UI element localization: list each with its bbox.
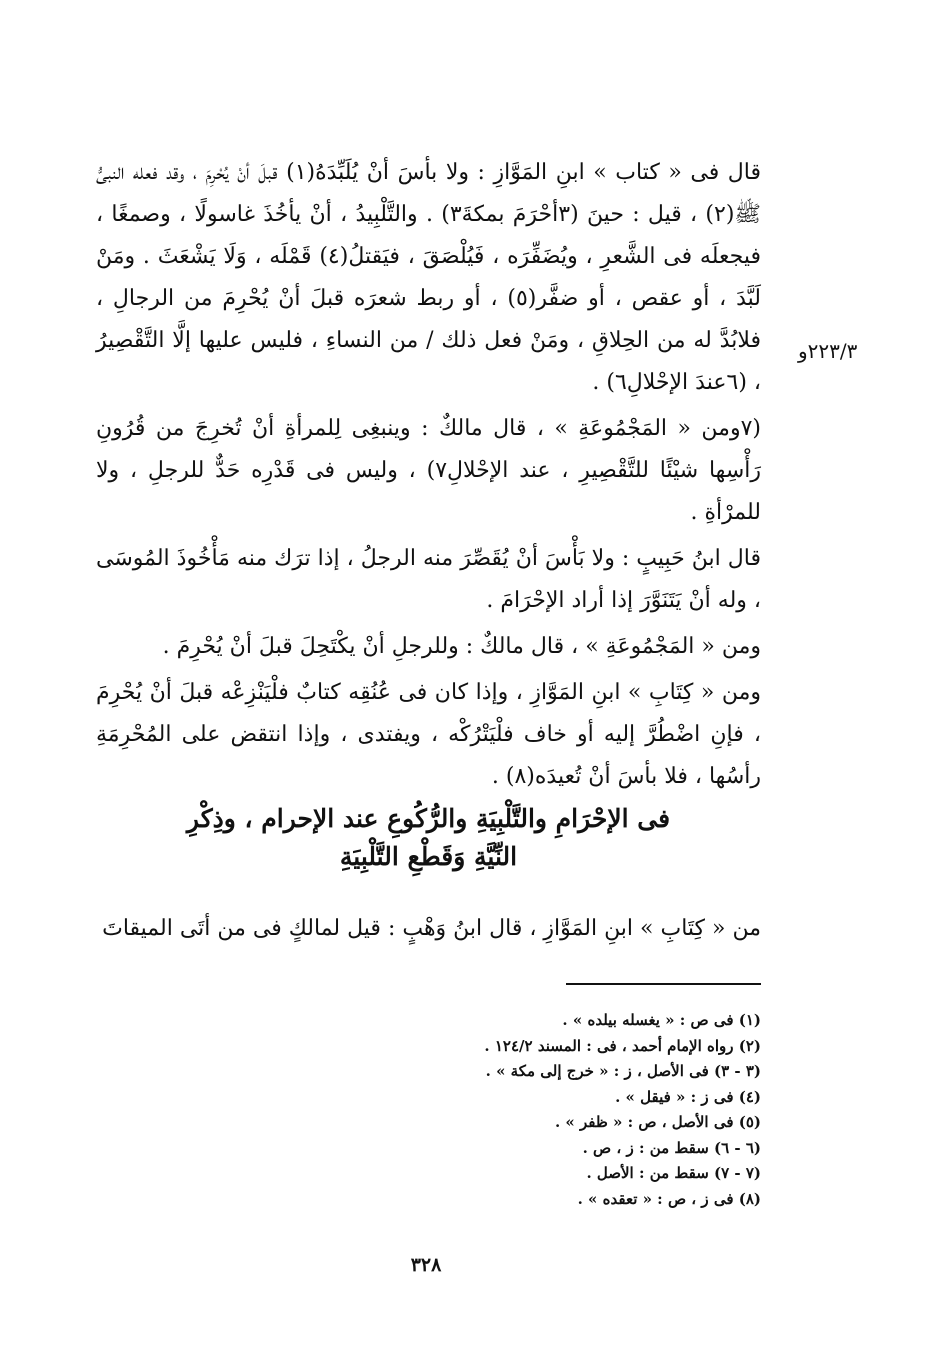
page-number: ٣٢٨ [410,1254,442,1276]
paragraph-majmua-kohl: ومن « المَجْمُوعَةِ » ، قال مالكٌ : وللرجلِ أنْ يكْتَحِلَ قبلَ أنْ يُحْرِمَ . [162,634,761,659]
section-heading-line-1: فى الإحْرَامِ والتَّلْبِيَةِ والرُّكُوعِ عند الإحرام ، وذِكْرِ [186,804,671,833]
footnote-8: (٨) فى ز ، ص : « تعقده » . [577,1189,761,1208]
section-heading-line-2: النِّيَّةِ وَقَطْعِ التَّلْبِيَةِ [339,842,518,871]
main-text [96,152,761,798]
footnote-1: (١) فى ص : « يغسله بيلده » . [562,1011,761,1029]
footnote-7: (٧ - ٧) سقط من : الأصل . [586,1164,761,1182]
manuscript-folio-reference: ٢٢٣/٣و [798,339,858,363]
footnote-6: (٦ - ٦) سقط من : ز ، ص . [582,1138,761,1157]
section-opening-line: من « كِتَابِ » ابنِ المَوَّازِ ، قال ابنُ وَهْبٍ : قيل لمالكٍ فى من أتَى الميقاتَ [102,916,761,941]
footnotes [300,1008,761,1212]
footnote-5: (٥) فى الأصل ، ص : « ظفر » . [554,1113,761,1131]
footnote-4: (٤) فى ز : « فيقل » . [615,1087,761,1106]
paragraph-kitab-amulet: ومن « كِتَابِ » ابنِ المَوَّازِ ، وإذا كان فى عُنُقِه كتابٌ فلْيَنْزِعْه قبلَ أنْ يُحْرِمَ ، فإنِ اضْطُرَّ إليه أو خاف فلْيَتْرُكْه ، ويفتدى ، وإذا انتقض على المُحْرِمَةِ رأسُها ، فلا بأسَ أنْ تُعيدَه(٨) . [96,680,761,789]
paragraph-ibn-habib: قال ابنُ حَبِيبٍ : ولا بَأْسَ أنْ يُقَصِّرَ منه الرجلُ ، إذا ترَك منه مَأْخُوذَ المُوسَى ، وله أنْ يَتَنَوَّرَ إذا أراد الإحْرَامَ . [96,546,761,613]
footnote-divider [566,983,761,985]
footnote-2: (٢) رواه الإمام أحمد ، فى : المسند ١٢٤/٢ . [484,1036,761,1055]
section-heading [96,800,761,876]
paragraph-majmua-women: (٧ومن « المَجْمُوعَةِ » ، قال مالكٌ : وينبغِى لِلمرأةِ أنْ تُخرِجَ من قُرُونِ رَأْسِها شيْئًا للتَّقْصِيرِ ، عند الإحْلالِ٧) ، وليس فى قَدْرِه حَدٌّ للرجلِ ، ولا للمرْأةِ . [96,416,761,525]
paragraph-ibn-mawwaz-talbid: قال فى « كتاب » ابنِ المَوَّازِ : ولا بأسَ أنْ يُلَبِّدَهُ(١) قبلَ أنْ يُحْرِمَ ، وقد فعله النبىُّ ﷺ(٢) ، قيل : حينَ (٣أحْرَمَ بمكةَ٣) . والتَّلْبِيدُ ، أنْ يأخُذَ غاسولًا ، وصمغًا ، فيجعلَه فى الشَّعرِ ، ويُضَفِّرَه ، فَيُلْصَقَ ، فيَقتلُ(٤) قَمْلَه ، وَلَا يَشْعَثَ . ومَنْ لَبَّدَ ، أو عقص ، أو ضفَّر(٥) ، أو ربط شعرَه قبلَ أنْ يُحْرِمَ من الرجالِ ، فلابُدَّ له من الحِلاقِ ، ومَنْ فعل ذلك / من النساءِ ، فليس عليها إلَّا التَّقْصِيرُ ، (٦عندَ الإحْلالِ٦) . [96,160,762,395]
footnote-3: (٣ - ٣) فى الأصل ، ز : « خرج إلى مكة » . [485,1062,761,1080]
